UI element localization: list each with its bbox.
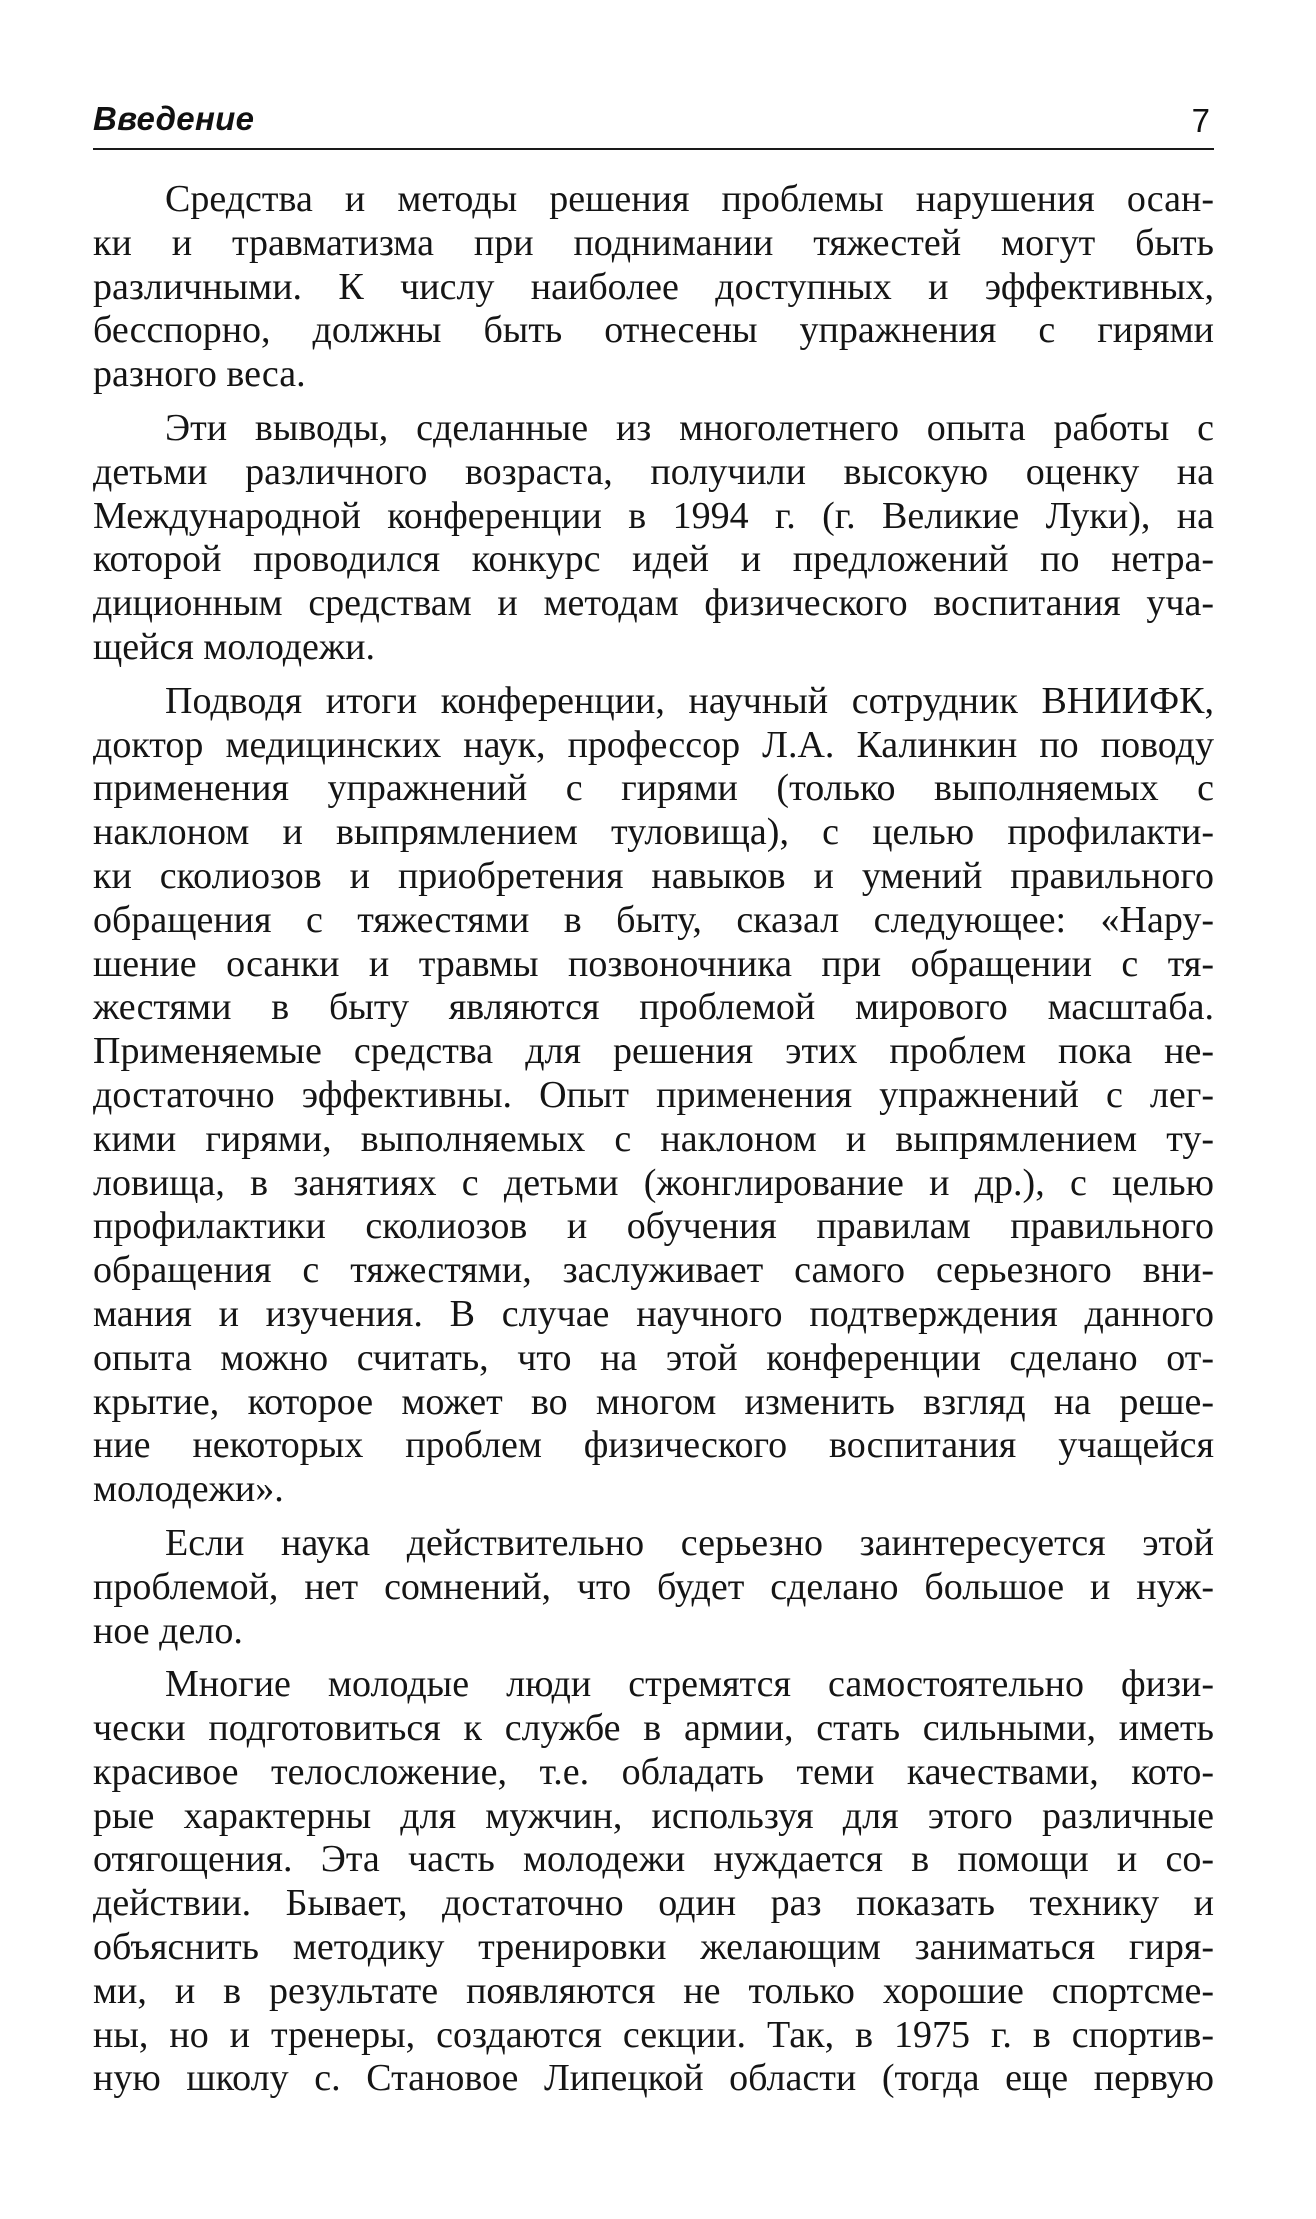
text-line: щейся молодежи. [93, 625, 376, 668]
text-line: опыта можно считать, что на этой конференции сделано от- [93, 1336, 1214, 1379]
text-line: молодежи». [93, 1468, 284, 1511]
text-line: детьми различного возраста, получили высокую оценку на [93, 450, 1214, 493]
text-line: Применяемые средства для решения этих проблем пока не- [93, 1030, 1214, 1073]
text-line: мания и изучения. В случае научного подтверждения данного [93, 1292, 1214, 1335]
text-line: шение осанки и травмы позвоночника при обращении с тя- [93, 942, 1214, 985]
paragraph [93, 178, 1214, 397]
text-line: объяснить методику тренировки желающим заниматься гиря- [93, 1926, 1214, 1969]
text-line: Международной конференции в 1994 г. (г. Великие Луки), на [93, 494, 1214, 537]
running-header [93, 98, 1214, 150]
text-line: ную школу с. Становое Липецкой области (тогда еще первую [93, 2057, 1214, 2100]
text-line: обращения с тяжестями, заслуживает самого серьезного вни- [93, 1249, 1214, 1292]
text-line: профилактики сколиозов и обучения правилам правильного [93, 1205, 1214, 1248]
text-line: бесспорно, должны быть отнесены упражнения с гирями [93, 309, 1214, 352]
text-line: кими гирями, выполняемых с наклоном и выпрямлением ту- [93, 1117, 1214, 1160]
text-line: наклоном и выпрямлением туловища), с целью профилакти- [93, 811, 1214, 854]
text-line: разного веса. [93, 353, 306, 396]
text-line: рые характерны для мужчин, используя для этого различные [93, 1794, 1214, 1837]
body-text [93, 178, 1214, 2111]
paragraph [93, 407, 1214, 670]
paragraph [93, 680, 1214, 1512]
paragraph [93, 1663, 1214, 2101]
text-line: отягощения. Эта часть молодежи нуждается в помощи и со- [93, 1838, 1214, 1881]
text-line: различными. К числу наиболее доступных и эффективных, [93, 265, 1214, 308]
page-number: 7 [1191, 102, 1210, 139]
text-line: красивое телосложение, т.е. обладать теми качествами, кото- [93, 1750, 1214, 1793]
text-line: достаточно эффективны. Опыт применения упражнений с лег- [93, 1073, 1214, 1116]
text-line: доктор медицинских наук, профессор Л.А. Калинкин по поводу [93, 723, 1214, 766]
text-line: Многие молодые люди стремятся самостоятельно физи- [165, 1663, 1214, 1706]
text-line: ми, и в результате появляются не только хорошие спортсме- [93, 1969, 1214, 2012]
text-line: ки и травматизма при поднимании тяжестей могут быть [93, 221, 1214, 264]
text-line: действии. Бывает, достаточно один раз показать технику и [93, 1882, 1214, 1925]
text-line: применения упражнений с гирями (только выполняемых с [93, 767, 1214, 810]
text-line: которой проводился конкурс идей и предложений по нетра- [93, 538, 1214, 581]
text-line: Средства и методы решения проблемы нарушения осан- [165, 178, 1214, 220]
text-line: Если наука действительно серьезно заинтересуется этой [165, 1521, 1214, 1564]
text-line: обращения с тяжестями в быту, сказал следующее: «Нару- [93, 898, 1214, 941]
text-line: крытие, которое может во многом изменить взгляд на реше- [93, 1380, 1214, 1423]
text-line: Подводя итоги конференции, научный сотрудник ВНИИФК, [165, 679, 1214, 722]
text-line: чески подготовиться к службе в армии, стать сильными, иметь [93, 1707, 1214, 1750]
text-line: проблемой, нет сомнений, что будет сделано большое и нуж- [93, 1565, 1214, 1608]
text-line: жестями в быту являются проблемой мирового масштаба. [93, 986, 1214, 1029]
chapter-title: Введение [93, 100, 255, 137]
text-line: диционным средствам и методам физического воспитания уча- [93, 582, 1214, 625]
text-line: Эти выводы, сделанные из многолетнего опыта работы с [165, 406, 1214, 449]
text-line: ки сколиозов и приобретения навыков и умений правильного [93, 854, 1214, 897]
text-line: ны, но и тренеры, создаются секции. Так, в 1975 г. в спортив- [93, 2013, 1214, 2056]
text-line: ние некоторых проблем физического воспитания учащейся [93, 1424, 1214, 1467]
text-line: ловища, в занятиях с детьми (жонглирование и др.), с целью [93, 1161, 1214, 1204]
paragraph [93, 1522, 1214, 1653]
text-line: ное дело. [93, 1609, 243, 1652]
